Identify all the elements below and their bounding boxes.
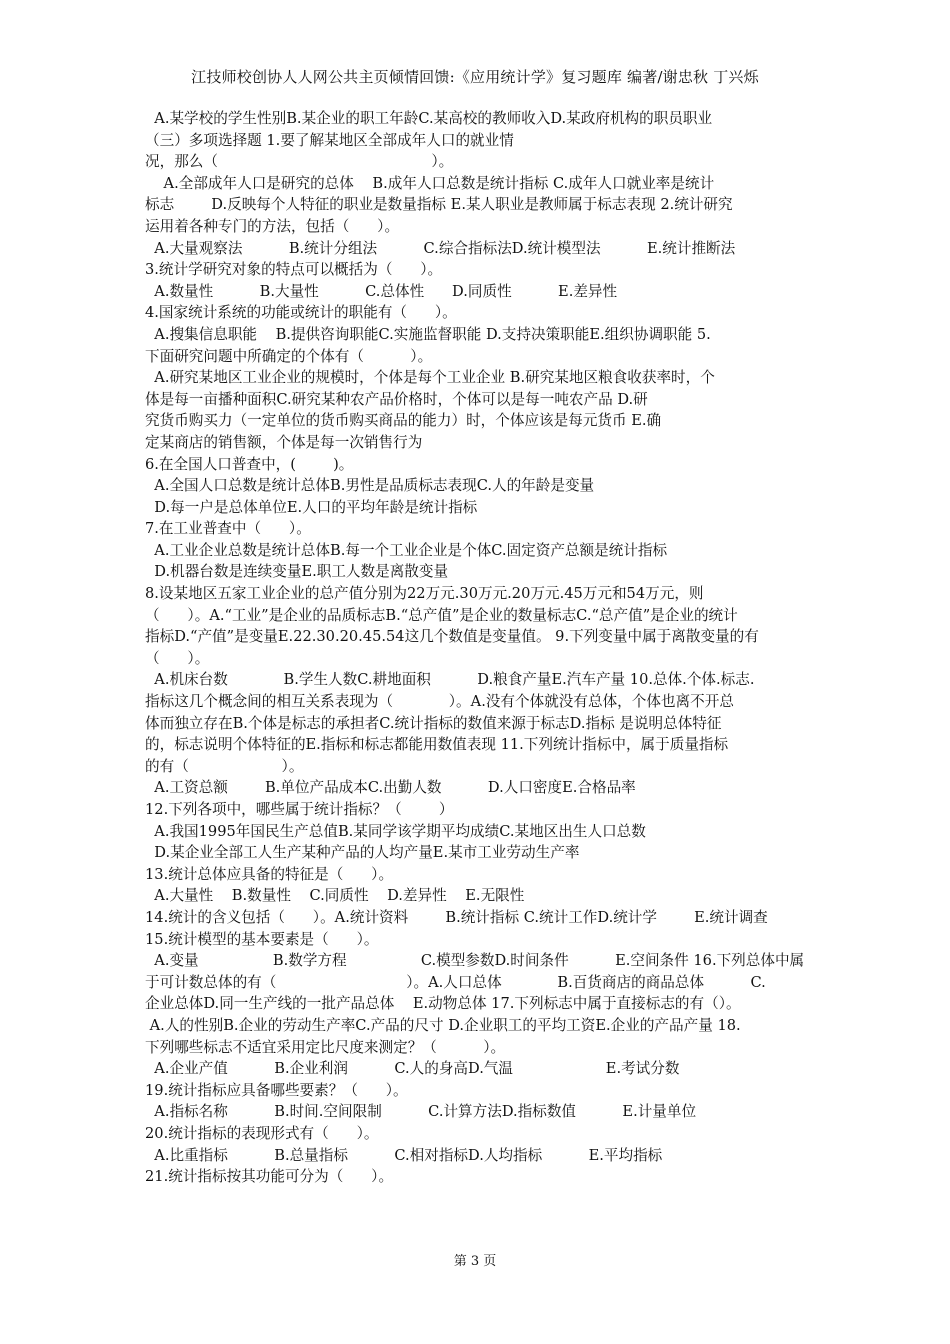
text-line: 标志 D.反映每个人特征的职业是数量指标 E.某人职业是教师属于标志表现 2.统计研究 (145, 196, 733, 214)
text-line: D.机器台数是连续变量E.职工人数是离散变量 (145, 563, 449, 581)
text-line: 6.在全国人口普查中，( )。 (145, 455, 354, 473)
text-line: 指标这几个概念间的相互关系表现为（ ）。A.没有个体就没有总体，个体也离不开总 (145, 693, 734, 711)
text-line: 下列哪些标志不适宜采用定比尺度来测定？（ ）。 (145, 1038, 506, 1056)
text-line: A.企业产值 B.企业利润 C.人的身高D.气温 E.考试分数 (145, 1060, 680, 1078)
text-line: A.我国1995年国民生产总值B.某同学该学期平均成绩C.某地区出生人口总数 (145, 822, 646, 840)
text-line: 15.统计模型的基本要素是（ ）。 (145, 930, 379, 948)
text-line: 3.统计学研究对象的特点可以概括为（ ）。 (145, 261, 443, 279)
text-line: 究货币购买力（一定单位的货币购买商品的能力）时，个体应该是每元货币 E.确 (145, 412, 662, 430)
text-line: 20.统计指标的表现形式有（ ）。 (145, 1124, 379, 1142)
text-line: A.大量性 B.数量性 C.同质性 D.差异性 E.无限性 (145, 887, 525, 905)
text-line: 7.在工业普查中（ ）。 (145, 520, 311, 538)
text-line: A.人的性别B.企业的劳动生产率C.产品的尺寸 D.企业职工的平均工资E.企业的产品产量 18. (145, 1016, 741, 1034)
text-line: 的，标志说明个体特征的E.指标和标志都能用数值表现 11.下列统计指标中，属于质量指标 (145, 736, 729, 754)
text-line: 定某商店的销售额，个体是每一次销售行为 (145, 433, 423, 451)
text-line: 体是每一亩播种面积C.研究某种农产品价格时，个体可以是每一吨农产品 D.研 (145, 390, 648, 408)
text-line: 13.统计总体应具备的特征是（ ）。 (145, 865, 394, 883)
text-line: 4.国家统计系统的功能或统计的职能有（ ）。 (145, 304, 457, 322)
text-line: A.比重指标 B.总量指标 C.相对指标D.人均指标 E.平均指标 (145, 1146, 663, 1164)
text-line: 19.统计指标应具备哪些要素？（ ）。 (145, 1081, 408, 1099)
page-header: 江技师校创协人人网公共主页倾情回馈:《应用统计学》复习题库 编著/谢忠秋 丁兴烁 (191, 68, 759, 86)
text-line: D.每一户是总体单位E.人口的平均年龄是统计指标 (145, 498, 478, 516)
text-line: 企业总体D.同一生产线的一批产品总体 E.动物总体 17.下列标志中属于直接标志的有（）。 (145, 995, 741, 1013)
text-line: 下面研究问题中所确定的个体有（ ）。 (145, 347, 433, 365)
text-line: 运用着各种专门的方法，包括（ ）。 (145, 217, 400, 235)
text-line: A.搜集信息职能 B.提供咨询职能C.实施监督职能 D.支持决策职能E.组织协调职能 5. (145, 325, 711, 343)
text-line: 14.统计的含义包括（ ）。A.统计资料 B.统计指标 C.统计工作D.统计学 E.统计调查 (145, 908, 768, 926)
text-line: 12.下列各项中，哪些属于统计指标？（ ） (145, 801, 454, 818)
text-line: A.全部成年人口是研究的总体 B.成年人口总数是统计指标 C.成年人口就业率是统计 (145, 174, 715, 192)
text-line: 21.统计指标按其功能可分为（ ）。 (145, 1168, 394, 1186)
text-line: A.数量性 B.大量性 C.总体性 D.同质性 E.差异性 (145, 282, 618, 300)
text-line: A.某学校的学生性别B.某企业的职工年龄C.某高校的教师收入D.某政府机构的职员职业 (145, 110, 713, 127)
text-line: （ ）。A.“工业”是企业的品质标志B.“总产值”是企业的数量标志C.“总产值”是企业的统计 (145, 606, 738, 624)
document-body (145, 108, 810, 1188)
text-line: D.某企业全部工人生产某种产品的人均产量E.某市工业劳动生产率 (145, 844, 580, 862)
text-line: A.全国人口总数是统计总体B.男性是品质标志表现C.人的年龄是变量 (145, 477, 595, 495)
text-line: 8.设某地区五家工业企业的总产值分别为22万元.30万元.20万元.45万元和54万元，则 (145, 585, 704, 603)
text-line: 的有（ ）。 (145, 757, 304, 775)
text-line: A.指标名称 B.时间.空间限制 C.计算方法D.指标数值 E.计量单位 (145, 1103, 697, 1121)
text-line: 指标D.“产值”是变量E.22.30.20.45.54这几个数值是变量值。 9.下列变量中属于离散变量的有 (145, 628, 759, 646)
page-number: 第 3 页 (453, 1254, 497, 1269)
text-line: A.变量 B.数学方程 C.模型参数D.时间条件 E.空间条件 16.下列总体中属 (145, 952, 805, 970)
text-line: （三）多项选择题 1.要了解某地区全部成年人口的就业情 (145, 131, 514, 149)
text-line: 于可计数总体的有（ ）。A.人口总体 B.百货商店的商品总体 C. (145, 973, 766, 991)
text-line: 体而独立存在B.个体是标志的承担者C.统计指标的数值来源于标志D.指标 是说明总体特征 (145, 714, 722, 732)
text-line: A.机床台数 B.学生人数C.耕地面积 D.粮食产量E.汽车产量 10.总体.个体.标志. (145, 671, 755, 689)
text-line: A.研究某地区工业企业的规模时，个体是每个工业企业 B.研究某地区粮食收获率时，个 (145, 369, 715, 387)
text-line: A.大量观察法 B.统计分组法 C.综合指标法D.统计模型法 E.统计推断法 (145, 239, 736, 257)
text-line: A.工业企业总数是统计总体B.每一个工业企业是个体C.固定资产总额是统计指标 (145, 541, 668, 559)
text-line: A.工资总额 B.单位产品成本C.出勤人数 D.人口密度E.合格品率 (145, 779, 636, 797)
text-line: 况，那么（ ）。 (145, 153, 454, 171)
text-line: （ ）。 (145, 649, 210, 667)
